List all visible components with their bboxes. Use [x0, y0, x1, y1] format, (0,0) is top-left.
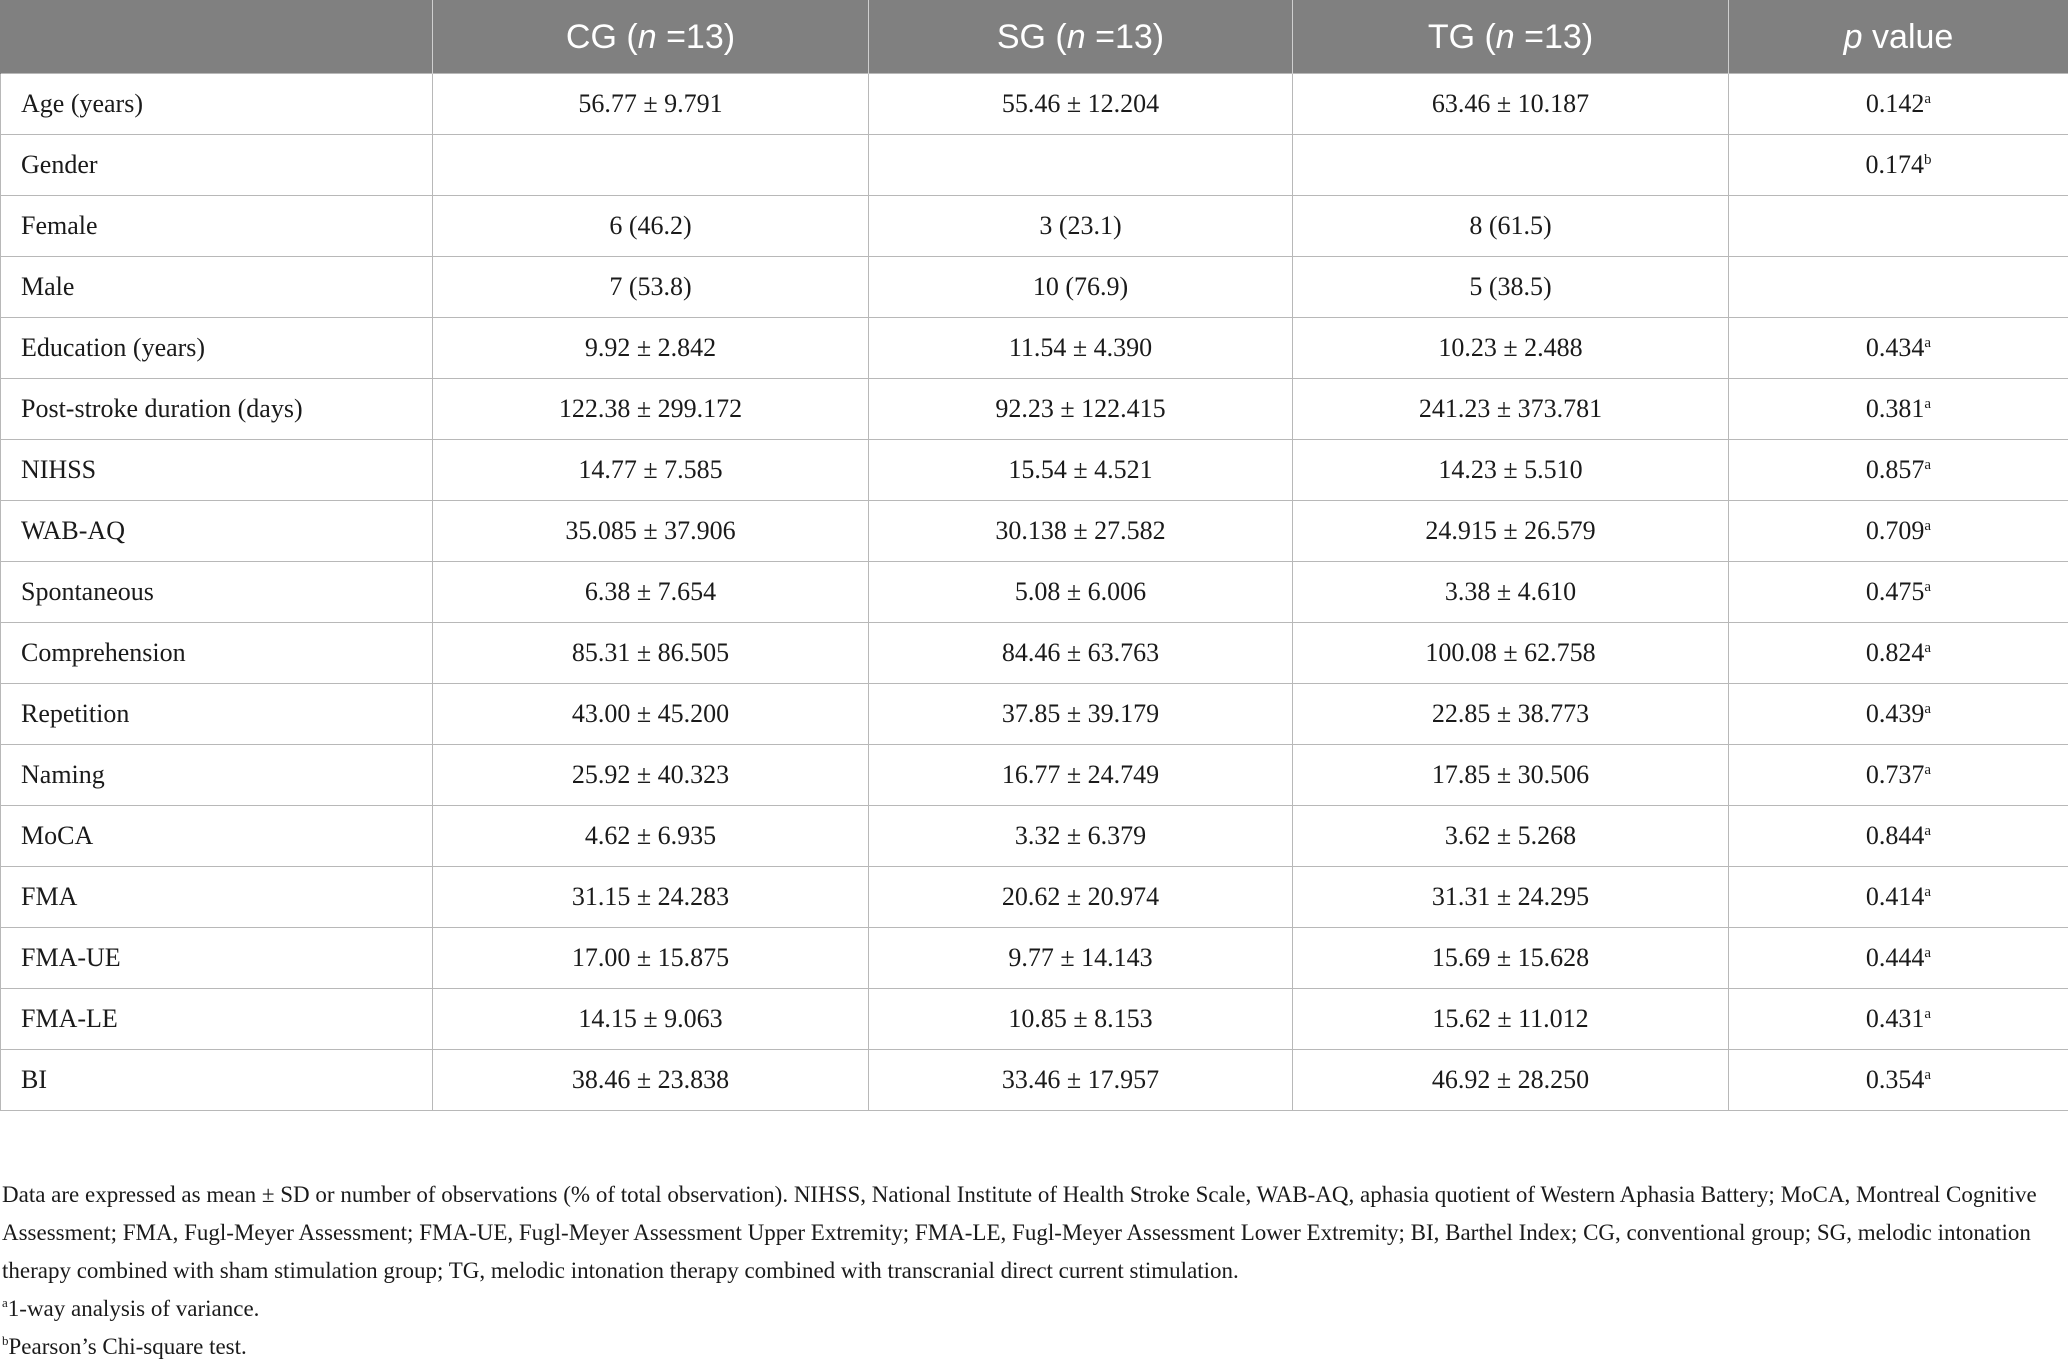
header-cell-tg: TG (n =13) [1293, 1, 1729, 74]
cg-value-cell-text: 9.92 ± 2.842 [584, 333, 717, 362]
sg-value-cell [869, 745, 1293, 806]
header-cell-sg: SG (n =13) [869, 1, 1293, 74]
p-value-cell [1729, 928, 2068, 989]
tg-value-cell [1293, 623, 1729, 684]
p-value-cell [1729, 318, 2068, 379]
p-value-cell [1729, 1050, 2068, 1111]
tg-value-cell [1293, 318, 1729, 379]
tg-value-cell [1293, 989, 1729, 1050]
table-row [1, 928, 2068, 989]
sg-value-cell [869, 867, 1293, 928]
p-value-cell [1729, 440, 2068, 501]
tg-value-cell [1293, 867, 1729, 928]
sg-value-cell-text: 11.54 ± 4.390 [1008, 333, 1153, 362]
header-row [1, 1, 2068, 74]
tg-value-cell-text: 3.62 ± 5.268 [1444, 821, 1577, 850]
cg-value-cell-text: 6 (46.2) [609, 211, 692, 240]
tg-value-cell [1293, 196, 1729, 257]
cg-value-cell [433, 867, 869, 928]
table-row [1, 989, 2068, 1050]
table-row [1, 318, 2068, 379]
row-label-cell [1, 196, 433, 257]
cg-value-cell [433, 684, 869, 745]
row-label-cell [1, 684, 433, 745]
p-value-footnote-mark: a [1924, 1067, 1932, 1083]
p-value-footnote-mark: a [1924, 518, 1932, 534]
row-label-cell-text: MoCA [21, 821, 94, 850]
p-value-cell-text: 0.414 [1865, 882, 1925, 911]
cg-value-cell-text: 56.77 ± 9.791 [578, 89, 723, 118]
header-cell-p-value: p value [1729, 1, 2068, 74]
row-label-cell-text: Education (years) [21, 333, 206, 362]
sg-value-cell [869, 623, 1293, 684]
row-label-cell [1, 806, 433, 867]
p-value-footnote-mark: a [1924, 762, 1932, 778]
cg-value-cell [433, 928, 869, 989]
table-row [1, 806, 2068, 867]
cg-value-cell [433, 806, 869, 867]
table-header [1, 1, 2068, 74]
row-label-cell [1, 257, 433, 318]
table-row [1, 74, 2068, 135]
tg-value-cell-text: 31.31 ± 24.295 [1431, 882, 1590, 911]
row-label-cell [1, 1050, 433, 1111]
table-row [1, 745, 2068, 806]
footnote-a-mark: a [2, 1295, 8, 1310]
table-row [1, 379, 2068, 440]
sg-value-cell-text: 3.32 ± 6.379 [1014, 821, 1147, 850]
sg-value-cell [869, 135, 1293, 196]
tg-value-cell-text: 14.23 ± 5.510 [1438, 455, 1583, 484]
sg-value-cell-text: 84.46 ± 63.763 [1001, 638, 1160, 667]
cg-value-cell-text: 6.38 ± 7.654 [584, 577, 717, 606]
sg-value-cell-text: 37.85 ± 39.179 [1001, 699, 1160, 728]
p-value-cell [1729, 562, 2068, 623]
p-value-cell-text: 0.142 [1865, 89, 1925, 118]
row-label-cell [1, 135, 433, 196]
tg-value-cell-text: 10.23 ± 2.488 [1438, 333, 1583, 362]
p-value-cell [1729, 806, 2068, 867]
footnote-b [2, 1328, 2068, 1366]
tg-value-cell [1293, 562, 1729, 623]
sg-value-cell-text: 55.46 ± 12.204 [1001, 89, 1160, 118]
cg-value-cell [433, 379, 869, 440]
table-row [1, 135, 2068, 196]
footnote-abbreviations: Data are expressed as mean ± SD or number of observations (% of total observation). NIHSS, National Institute of Health Stroke Scale, WAB-AQ, aphasia quotient of Western Aphasia Battery; MoCA, Montreal Cognitive Assessment; FMA, Fugl-Meyer Assessment; FMA-UE, Fugl-Meyer Assessment Upper Extremity; FMA-LE, Fugl-Meyer Assessment Lower Extremity; BI, Barthel Index; CG, conventional group; SG, melodic intonation therapy combined with sham stimulation group; TG, melodic intonation therapy combined with transcranial direct current stimulation. [2, 1182, 2037, 1283]
sg-value-cell-text: 16.77 ± 24.749 [1001, 760, 1160, 789]
p-value-cell-text: 0.737 [1865, 760, 1925, 789]
tg-value-cell-text: 24.915 ± 26.579 [1425, 516, 1596, 545]
tg-value-cell-text: 8 (61.5) [1469, 211, 1552, 240]
tg-value-cell-text: 100.08 ± 62.758 [1425, 638, 1596, 667]
cg-value-cell [433, 318, 869, 379]
p-value-cell [1729, 867, 2068, 928]
table-row [1, 501, 2068, 562]
cg-value-cell-text: 35.085 ± 37.906 [565, 516, 736, 545]
p-value-cell-text: 0.354 [1865, 1065, 1925, 1094]
p-value-footnote-mark: b [1924, 152, 1932, 168]
tg-value-cell-text: 15.69 ± 15.628 [1431, 943, 1590, 972]
row-label-cell [1, 318, 433, 379]
row-label-cell [1, 74, 433, 135]
row-label-cell [1, 501, 433, 562]
sg-value-cell [869, 257, 1293, 318]
tg-value-cell [1293, 501, 1729, 562]
cg-value-cell [433, 440, 869, 501]
row-label-cell-text: WAB-AQ [21, 516, 125, 545]
row-label-cell [1, 623, 433, 684]
row-label-cell [1, 440, 433, 501]
sg-value-cell [869, 196, 1293, 257]
sg-value-cell [869, 379, 1293, 440]
tg-value-cell-text: 63.46 ± 10.187 [1431, 89, 1590, 118]
cg-value-cell-text: 14.77 ± 7.585 [578, 455, 723, 484]
sg-value-cell-text: 30.138 ± 27.582 [995, 516, 1166, 545]
sg-value-cell [869, 989, 1293, 1050]
row-label-cell-text: Post-stroke duration (days) [21, 394, 303, 423]
footnote-a-text: 1-way analysis of variance. [7, 1296, 260, 1321]
cg-value-cell [433, 135, 869, 196]
row-label-cell [1, 379, 433, 440]
cg-value-cell-text: 38.46 ± 23.838 [571, 1065, 730, 1094]
cg-value-cell [433, 745, 869, 806]
cg-value-cell-text: 4.62 ± 6.935 [584, 821, 717, 850]
cg-value-cell [433, 257, 869, 318]
p-value-footnote-mark: a [1924, 579, 1932, 595]
table-row [1, 196, 2068, 257]
p-value-cell [1729, 257, 2068, 318]
row-label-cell [1, 867, 433, 928]
p-value-footnote-mark: a [1924, 457, 1932, 473]
p-value-footnote-mark: a [1924, 823, 1932, 839]
cg-value-cell [433, 501, 869, 562]
sg-value-cell [869, 928, 1293, 989]
cg-value-cell-text: 122.38 ± 299.172 [558, 394, 743, 423]
p-value-cell [1729, 135, 2068, 196]
p-value-cell [1729, 74, 2068, 135]
p-value-footnote-mark: a [1924, 884, 1932, 900]
p-value-footnote-mark: a [1924, 396, 1932, 412]
cg-value-cell-text: 85.31 ± 86.505 [571, 638, 730, 667]
table-row [1, 684, 2068, 745]
tg-value-cell [1293, 440, 1729, 501]
row-label-cell-text: FMA-UE [21, 943, 121, 972]
cg-value-cell-text: 17.00 ± 15.875 [571, 943, 730, 972]
row-label-cell-text: Female [21, 211, 98, 240]
p-value-cell-text: 0.381 [1865, 394, 1925, 423]
cg-value-cell [433, 989, 869, 1050]
sg-value-cell [869, 318, 1293, 379]
p-value-footnote-mark: a [1924, 640, 1932, 656]
footnote-b-text: Pearson’s Chi-square test. [8, 1334, 247, 1359]
header-cell-variable [1, 1, 433, 74]
cg-value-cell-text: 31.15 ± 24.283 [571, 882, 730, 911]
tg-value-cell [1293, 745, 1729, 806]
tg-value-cell-text: 241.23 ± 373.781 [1418, 394, 1603, 423]
p-value-cell [1729, 379, 2068, 440]
sg-value-cell-text: 92.23 ± 122.415 [995, 394, 1166, 423]
row-label-cell-text: NIHSS [21, 455, 97, 484]
row-label-cell-text: Gender [21, 150, 98, 179]
p-value-footnote-mark: a [1924, 335, 1932, 351]
tg-value-cell [1293, 806, 1729, 867]
p-value-cell-text: 0.174 [1865, 150, 1924, 179]
cg-value-cell [433, 562, 869, 623]
p-value-footnote-mark: a [1924, 945, 1932, 961]
cg-value-cell [433, 196, 869, 257]
row-label-cell [1, 928, 433, 989]
sg-value-cell-text: 9.77 ± 14.143 [1008, 943, 1153, 972]
sg-value-cell [869, 684, 1293, 745]
table-row [1, 867, 2068, 928]
tg-value-cell-text: 46.92 ± 28.250 [1431, 1065, 1590, 1094]
cg-value-cell [433, 623, 869, 684]
p-value-cell-text: 0.709 [1865, 516, 1925, 545]
sg-value-cell [869, 74, 1293, 135]
p-value-cell-text: 0.824 [1865, 638, 1925, 667]
tg-value-cell-text: 5 (38.5) [1469, 272, 1552, 301]
tg-value-cell [1293, 684, 1729, 745]
p-value-cell-text: 0.444 [1865, 943, 1925, 972]
cg-value-cell-text: 25.92 ± 40.323 [571, 760, 730, 789]
table-row [1, 257, 2068, 318]
tg-value-cell [1293, 74, 1729, 135]
table-row [1, 623, 2068, 684]
p-value-cell-text: 0.439 [1865, 699, 1925, 728]
row-label-cell [1, 989, 433, 1050]
sg-value-cell [869, 562, 1293, 623]
p-value-cell-text: 0.475 [1865, 577, 1925, 606]
sg-value-cell-text: 5.08 ± 6.006 [1014, 577, 1147, 606]
sg-value-cell-text: 20.62 ± 20.974 [1001, 882, 1160, 911]
table-body [1, 74, 2068, 1111]
p-value-cell [1729, 684, 2068, 745]
cg-value-cell-text: 7 (53.8) [609, 272, 692, 301]
sg-value-cell [869, 1050, 1293, 1111]
p-value-cell-text: 0.434 [1865, 333, 1925, 362]
table-row [1, 562, 2068, 623]
p-value-cell-text: 0.431 [1865, 1004, 1925, 1033]
p-value-cell [1729, 501, 2068, 562]
footnote-a [2, 1290, 2068, 1328]
sg-value-cell [869, 440, 1293, 501]
tg-value-cell [1293, 928, 1729, 989]
p-value-cell [1729, 745, 2068, 806]
table-row [1, 440, 2068, 501]
sg-value-cell [869, 806, 1293, 867]
cg-value-cell-text: 14.15 ± 9.063 [578, 1004, 723, 1033]
footnote-b-mark: b [2, 1333, 9, 1348]
row-label-cell-text: BI [21, 1065, 47, 1094]
p-value-footnote-mark: a [1924, 1006, 1932, 1022]
p-value-footnote-mark: a [1924, 701, 1932, 717]
sg-value-cell-text: 10 (76.9) [1032, 272, 1129, 301]
row-label-cell-text: Repetition [21, 699, 130, 728]
tg-value-cell [1293, 135, 1729, 196]
tg-value-cell [1293, 379, 1729, 440]
p-value-cell [1729, 989, 2068, 1050]
row-label-cell-text: FMA [21, 882, 78, 911]
cg-value-cell-text: 43.00 ± 45.200 [571, 699, 730, 728]
row-label-cell-text: Spontaneous [21, 577, 154, 606]
cg-value-cell [433, 1050, 869, 1111]
sg-value-cell-text: 3 (23.1) [1039, 211, 1122, 240]
row-label-cell-text: Comprehension [21, 638, 186, 667]
p-value-cell [1729, 623, 2068, 684]
table-row [1, 1050, 2068, 1111]
tg-value-cell [1293, 1050, 1729, 1111]
sg-value-cell-text: 10.85 ± 8.153 [1008, 1004, 1153, 1033]
p-value-footnote-mark: a [1924, 91, 1932, 107]
table-footnotes [0, 1176, 2068, 1366]
tg-value-cell-text: 22.85 ± 38.773 [1431, 699, 1590, 728]
cg-value-cell [433, 74, 869, 135]
row-label-cell [1, 745, 433, 806]
sg-value-cell-text: 15.54 ± 4.521 [1008, 455, 1153, 484]
row-label-cell-text: Male [21, 272, 75, 301]
p-value-cell [1729, 196, 2068, 257]
p-value-cell-text: 0.857 [1865, 455, 1925, 484]
tg-value-cell [1293, 257, 1729, 318]
tg-value-cell-text: 15.62 ± 11.012 [1432, 1004, 1589, 1033]
sg-value-cell [869, 501, 1293, 562]
row-label-cell-text: Naming [21, 760, 105, 789]
row-label-cell-text: FMA-LE [21, 1004, 118, 1033]
p-value-cell-text: 0.844 [1865, 821, 1925, 850]
tg-value-cell-text: 17.85 ± 30.506 [1431, 760, 1590, 789]
sg-value-cell-text: 33.46 ± 17.957 [1001, 1065, 1160, 1094]
tg-value-cell-text: 3.38 ± 4.610 [1444, 577, 1577, 606]
row-label-cell-text: Age (years) [21, 89, 143, 118]
row-label-cell [1, 562, 433, 623]
header-cell-cg: CG (n =13) [433, 1, 869, 74]
